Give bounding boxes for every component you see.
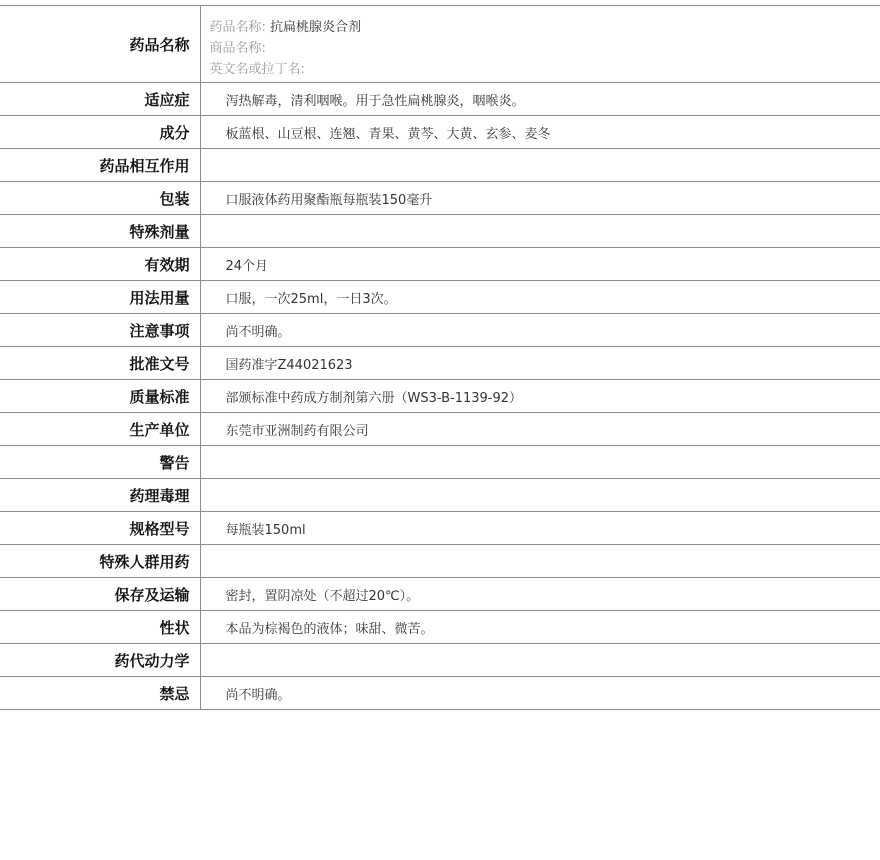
precautions-value: 尚不明确。 [200,314,880,347]
trade-name-key: 商品名称: [209,41,266,56]
usage-dosage-value: 口服，一次25ml，一日3次。 [200,281,880,314]
shelf-life-row [0,248,880,281]
indications-label: 适应症 [0,83,200,116]
trade-name-line [210,38,880,59]
specification-value: 每瓶装150ml [200,512,880,545]
ingredients-row [0,116,880,149]
generic-name-value: 抗扁桃腺炎合剂 [270,20,362,35]
interactions-label: 药品相互作用 [0,149,200,182]
manufacturer-value: 东莞市亚洲制药有限公司 [200,413,880,446]
precautions-label: 注意事项 [0,314,200,347]
interactions-value [200,149,880,182]
storage-value: 密封，置阴凉处（不超过20℃）。 [200,578,880,611]
contraindications-row [0,677,880,710]
pharmacokinetics-row [0,644,880,677]
drug-info-sheet [0,5,880,710]
pharmacology-value [200,479,880,512]
latin-name-key: 英文名或拉丁名: [209,62,305,77]
description-label: 性状 [0,611,200,644]
special-groups-label: 特殊人群用药 [0,545,200,578]
pharmacology-row [0,479,880,512]
ingredients-label: 成分 [0,116,200,149]
description-row [0,611,880,644]
special-dosage-value [200,215,880,248]
warnings-label: 警告 [0,446,200,479]
pharmacokinetics-label: 药代动力学 [0,644,200,677]
special-groups-value [200,545,880,578]
approval-number-row [0,347,880,380]
packaging-row [0,182,880,215]
warnings-row [0,446,880,479]
specification-row [0,512,880,545]
usage-dosage-label: 用法用量 [0,281,200,314]
quality-standard-label: 质量标准 [0,380,200,413]
shelf-life-value: 24个月 [200,248,880,281]
warnings-value [200,446,880,479]
generic-name-key: 药品名称: [209,20,266,35]
contraindications-label: 禁忌 [0,677,200,710]
manufacturer-label: 生产单位 [0,413,200,446]
drug-name-details [200,6,880,83]
latin-name-line [210,59,880,80]
pharmacokinetics-value [200,644,880,677]
precautions-row [0,314,880,347]
description-value: 本品为棕褐色的液体；味甜、微苦。 [200,611,880,644]
packaging-value: 口服液体药用聚酯瓶每瓶装150毫升 [200,182,880,215]
special-groups-row [0,545,880,578]
contraindications-value: 尚不明确。 [200,677,880,710]
ingredients-value: 板蓝根、山豆根、连翘、青果、黄芩、大黄、玄参、麦冬 [200,116,880,149]
packaging-label: 包装 [0,182,200,215]
manufacturer-row [0,413,880,446]
special-dosage-row [0,215,880,248]
usage-dosage-row [0,281,880,314]
generic-name-line [210,17,880,38]
storage-label: 保存及运输 [0,578,200,611]
specification-label: 规格型号 [0,512,200,545]
indications-row [0,83,880,116]
drug-name-label: 药品名称 [0,6,200,83]
quality-standard-row [0,380,880,413]
approval-number-label: 批准文号 [0,347,200,380]
quality-standard-value: 部颁标准中药成方制剂第六册（WS3-B-1139-92） [200,380,880,413]
shelf-life-label: 有效期 [0,248,200,281]
approval-number-value: 国药准字Z44021623 [200,347,880,380]
interactions-row [0,149,880,182]
drug-name-row [0,6,880,83]
pharmacology-label: 药理毒理 [0,479,200,512]
drug-info-table [0,5,880,710]
indications-value: 泻热解毒，清利咽喉。用于急性扁桃腺炎，咽喉炎。 [200,83,880,116]
special-dosage-label: 特殊剂量 [0,215,200,248]
storage-row [0,578,880,611]
